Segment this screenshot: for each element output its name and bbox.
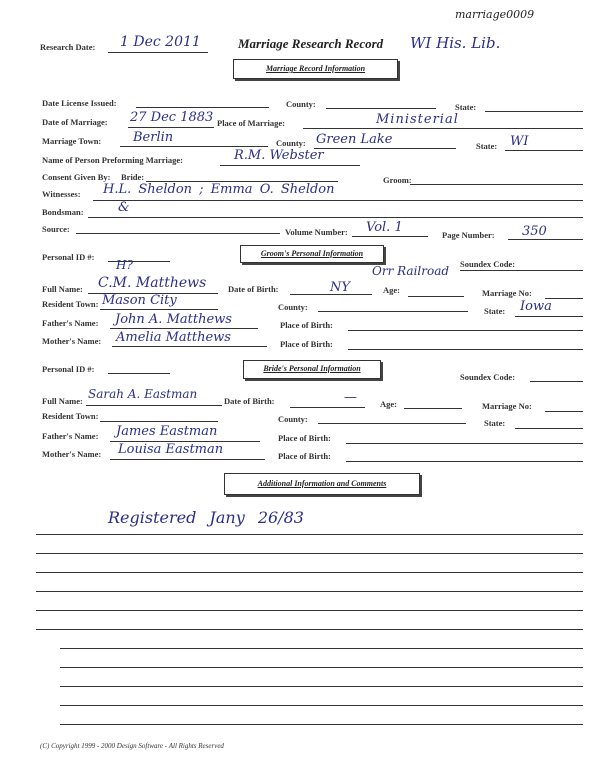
bride-dob-label: Date of Birth: xyxy=(224,396,275,406)
bride-pob-label-2: Place of Birth: xyxy=(278,451,331,461)
groom-pob-label-2: Place of Birth: xyxy=(280,339,333,349)
research-date-value: 1 Dec 2011 xyxy=(120,34,201,50)
section-bride-info xyxy=(243,360,381,379)
groom-pob-field-2[interactable] xyxy=(348,349,583,350)
file-tag: marriage0009 xyxy=(455,8,535,21)
groom-full-name-value: C.M. Matthews xyxy=(98,275,207,291)
bride-father-value: James Eastman xyxy=(116,424,218,439)
groom-age-label: Age: xyxy=(383,285,400,295)
source-label: Source: xyxy=(42,224,70,234)
groom-resident-town-value: Mason City xyxy=(102,293,177,308)
bride-county-field[interactable] xyxy=(318,423,466,424)
state-field-1[interactable] xyxy=(485,111,583,112)
date-marriage-value: 27 Dec 1883 xyxy=(130,110,214,125)
state-label-1: State: xyxy=(455,102,477,112)
bride-state-label: State: xyxy=(484,418,506,428)
bride-pob-label-1: Place of Birth: xyxy=(278,433,331,443)
volume-value: Vol. 1 xyxy=(366,220,403,235)
groom-father-label: Father's Name: xyxy=(42,318,99,328)
bride-marriage-no-label: Marriage No: xyxy=(482,401,532,411)
groom-soundex-field[interactable] xyxy=(460,270,583,271)
consent-bride-label: Bride: xyxy=(121,172,145,182)
groom-county-field[interactable] xyxy=(318,311,468,312)
groom-state-value: Iowa xyxy=(520,299,552,314)
marriage-town-label: Marriage Town: xyxy=(42,136,102,146)
county-label-1: County: xyxy=(286,99,316,109)
section-groom-info xyxy=(240,245,384,263)
groom-mother-label: Mother's Name: xyxy=(42,336,102,346)
groom-soundex-label: Soundex Code: xyxy=(460,259,516,269)
county-label-2: County: xyxy=(276,138,306,148)
bride-mother-label: Mother's Name: xyxy=(42,449,102,459)
groom-dob-label: Date of Birth: xyxy=(228,284,279,294)
page-title: Marriage Research Record xyxy=(238,36,384,51)
officiant-value: R.M. Webster xyxy=(234,148,324,163)
groom-father-value: John A. Matthews xyxy=(115,312,232,327)
section-bride-info-title: Bride's Personal Information xyxy=(263,364,361,373)
bride-marriage-no-field[interactable] xyxy=(545,411,583,412)
comments-text: Registered Jany 26/83 xyxy=(108,508,304,527)
bride-dob-value: — xyxy=(344,390,357,405)
witnesses-label: Witnesses: xyxy=(42,189,81,199)
consent-label: Consent Given By: xyxy=(42,172,111,182)
groom-mother-value: Amelia Matthews xyxy=(116,330,231,345)
groom-annotation-occupation: Orr Railroad xyxy=(372,264,450,278)
bride-soundex-field[interactable] xyxy=(530,381,583,382)
place-marriage-value: Ministerial xyxy=(376,112,459,127)
groom-personal-id-label: Personal ID #: xyxy=(42,252,95,262)
groom-age-field[interactable] xyxy=(408,296,464,297)
bride-resident-town-field[interactable] xyxy=(100,421,218,422)
consent-groom-label: Groom: xyxy=(383,175,412,185)
groom-pob-field-1[interactable] xyxy=(348,330,583,331)
state-value-2: WI xyxy=(510,134,529,149)
county-value-2: Green Lake xyxy=(316,132,393,147)
bride-father-label: Father's Name: xyxy=(42,431,99,441)
bride-soundex-label: Soundex Code: xyxy=(460,372,516,382)
groom-dob-value: NY xyxy=(330,280,350,295)
bride-age-label: Age: xyxy=(380,399,397,409)
bride-full-name-label: Full Name: xyxy=(42,396,83,406)
witnesses-value: H.L. Sheldon ; Emma O. Sheldon xyxy=(103,182,335,197)
volume-label: Volume Number: xyxy=(285,227,348,237)
bondsman-value: & xyxy=(118,200,130,215)
section-additional-info-title: Additional Information and Comments xyxy=(257,479,387,488)
bride-state-field[interactable] xyxy=(515,428,583,429)
groom-pob-label-1: Place of Birth: xyxy=(280,320,333,330)
groom-full-name-label: Full Name: xyxy=(42,284,83,294)
groom-annotation-q: H? xyxy=(116,258,133,272)
bride-pob-field-2[interactable] xyxy=(346,461,583,462)
bride-full-name-value: Sarah A. Eastman xyxy=(88,387,198,401)
research-date-label: Research Date: xyxy=(40,42,96,52)
state-label-2: State: xyxy=(476,141,498,151)
consent-groom-field[interactable] xyxy=(410,184,583,185)
marriage-town-value: Berlin xyxy=(133,130,174,145)
source-note: WI His. Lib. xyxy=(410,34,501,52)
groom-marriage-no-label: Marriage No: xyxy=(482,288,532,298)
date-license-field[interactable] xyxy=(136,107,269,108)
section-record-info-title: Marriage Record Information xyxy=(265,64,366,73)
place-marriage-label: Place of Marriage: xyxy=(217,118,285,128)
date-marriage-label: Date of Marriage: xyxy=(42,117,108,127)
bride-age-field[interactable] xyxy=(404,408,462,409)
county-field-1[interactable] xyxy=(326,108,436,109)
bride-county-label: County: xyxy=(278,414,308,424)
section-additional-info xyxy=(224,473,420,495)
bride-mother-value: Louisa Eastman xyxy=(118,442,224,457)
groom-state-label: State: xyxy=(484,306,506,316)
groom-resident-town-label: Resident Town: xyxy=(42,299,99,309)
bride-personal-id-label: Personal ID #: xyxy=(42,364,95,374)
bride-resident-town-label: Resident Town: xyxy=(42,411,99,421)
section-groom-info-title: Groom's Personal Information xyxy=(260,249,364,258)
date-license-label: Date License Issued: xyxy=(42,98,117,108)
bride-personal-id-field[interactable] xyxy=(108,373,170,374)
page-number-label: Page Number: xyxy=(442,230,495,240)
section-record-info xyxy=(233,59,398,79)
officiant-label: Name of Person Preforming Marriage: xyxy=(42,155,183,165)
bride-pob-field-1[interactable] xyxy=(346,443,583,444)
copyright: (C) Copyright 1999 - 2000 Design Software - All Rights Reserved xyxy=(40,742,224,750)
groom-county-label: County: xyxy=(278,302,308,312)
source-field[interactable] xyxy=(76,233,280,234)
bondsman-label: Bondsman: xyxy=(42,207,84,217)
page-number-value: 350 xyxy=(522,224,547,239)
